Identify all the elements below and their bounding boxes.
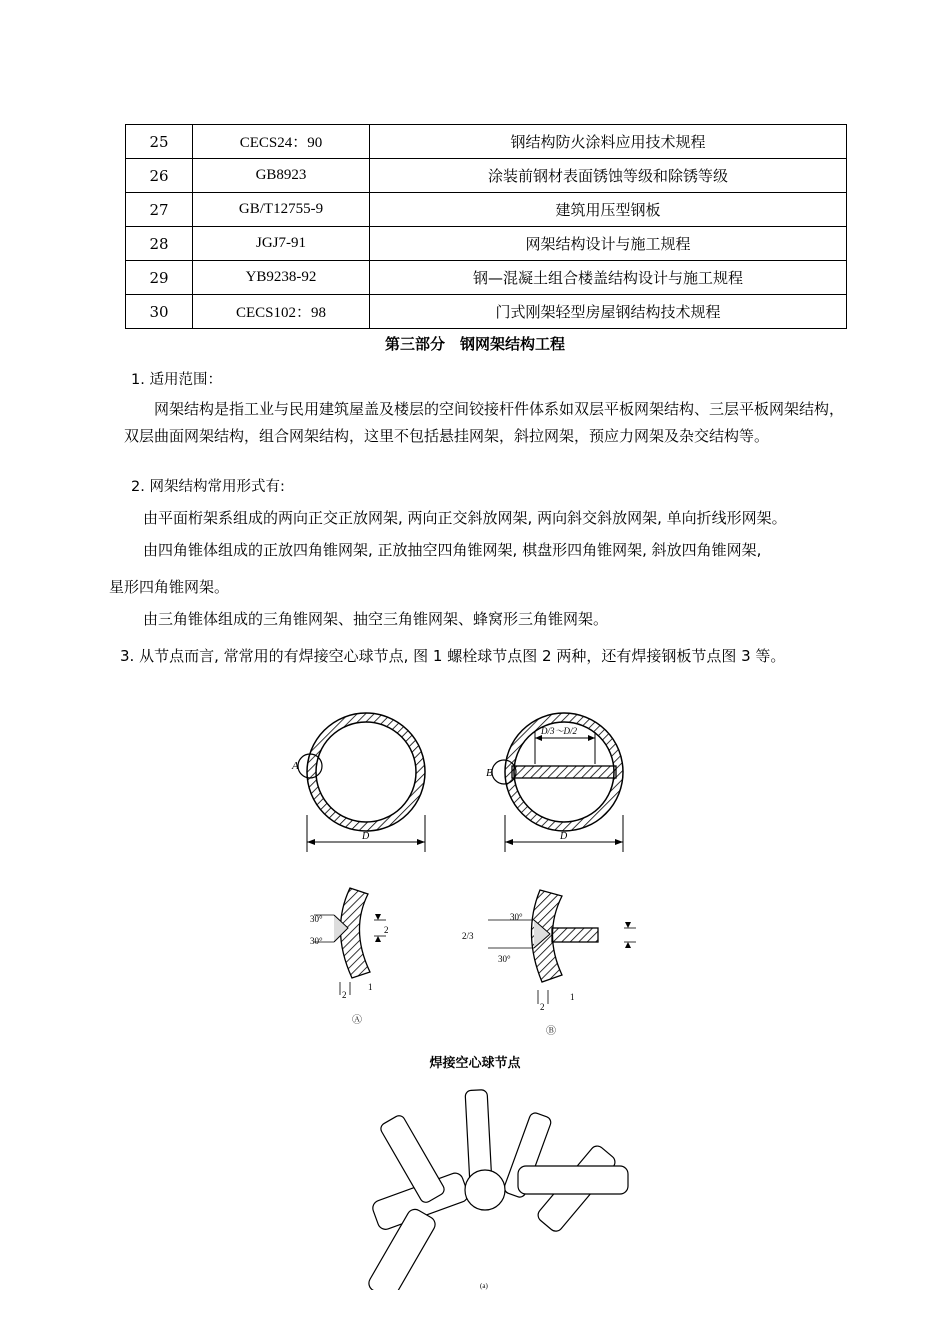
weld-detail-a (310, 888, 389, 1026)
paragraph-triangular-pyramid: 由三角锥体组成的三角锥网架、抽空三角锥网架、蜂窝形三角锥网架。 (143, 610, 609, 628)
weld-detail-b (462, 890, 636, 1037)
table-row (126, 227, 847, 261)
paragraph-square-pyramid: 由四角锥体组成的正放四角锥网架, 正放抽空四角锥网架, 棋盘形四角锥网架, 斜放四角锥网架, (143, 541, 762, 559)
dim-d-b: D (560, 831, 568, 842)
standard-name: 门式刚架轻型房屋钢结构技术规程 (370, 295, 847, 329)
paragraph-planar-truss: 由平面桁架系组成的两向正交正放网架, 两向正交斜放网架, 两向斜交斜放网架, 单向折线形网架。 (143, 509, 787, 527)
angle-b-bottom: 30° (498, 954, 511, 964)
heading-scope: 1. 适用范围： (131, 372, 222, 388)
table-row (126, 125, 847, 159)
dim-d3-d2: D/3～D/2 (541, 726, 578, 736)
standard-code: GB/T12755-9 (193, 193, 370, 227)
row-number: 26 (126, 159, 193, 193)
row-number: 28 (126, 227, 193, 261)
angle-a-top: 30° (310, 914, 323, 924)
standard-code: GB8923 (193, 159, 370, 193)
circled-b: Ⓑ (546, 1026, 556, 1037)
standard-code: YB9238-92 (193, 261, 370, 295)
sphere-b-section (486, 713, 623, 852)
paragraph-scope: 网架结构是指工业与民用建筑屋盖及楼层的空间铰接杆件体系如双层平板网架结构、三层平板网架结构，双层曲面网架结构，组合网架结构，这里不包括悬挂网架，斜拉网架，预应力网架及杂交结构等。 (124, 400, 845, 445)
dim-b-23: 2/3 (462, 931, 474, 941)
sphere-a-section (291, 713, 425, 852)
table-row (126, 261, 847, 295)
label-b: B (486, 767, 493, 779)
standard-name: 建筑用压型钢板 (370, 193, 847, 227)
stiffener-plate (512, 766, 616, 778)
welded-hollow-sphere-figure (270, 690, 670, 1290)
standard-code: CECS102：98 (193, 295, 370, 329)
heading-forms: 2. 网架结构常用形式有: (131, 479, 285, 495)
standard-name: 钢结构防火涂料应用技术规程 (370, 125, 847, 159)
standard-code: CECS24：90 (193, 125, 370, 159)
standard-name: 网架结构设计与施工规程 (370, 227, 847, 261)
label-a: A (292, 760, 299, 772)
angle-b-top: 30° (510, 912, 523, 922)
dim-a-1: 1 (368, 982, 373, 992)
table-row (126, 295, 847, 329)
angle-a-bottom: 30° (310, 936, 323, 946)
dim-b-2: 2 (540, 1002, 545, 1012)
standard-name: 涂装前钢材表面锈蚀等级和除锈等级 (370, 159, 847, 193)
dim-a-gap: 2 (342, 990, 347, 1000)
circled-a: Ⓐ (352, 1015, 362, 1026)
table-row (126, 193, 847, 227)
row-number: 29 (126, 261, 193, 295)
figure-sub-a: (a) (480, 1282, 488, 1290)
paragraph-nodes: 3. 从节点而言, 常常用的有焊接空心球节点, 图 1 螺栓球节点图 2 两种，还有焊接钢板节点图 3 等。 (120, 647, 786, 665)
dim-b-1: 1 (570, 992, 575, 1002)
standard-name: 钢—混凝土组合楼盖结构设计与施工规程 (370, 261, 847, 295)
section-title: 第三部分 钢网架结构工程 (384, 335, 565, 353)
row-number: 30 (126, 295, 193, 329)
row-number: 27 (126, 193, 193, 227)
paragraph-square-pyramid-cont: 星形四角锥网架。 (109, 578, 230, 596)
standards-table (125, 124, 847, 329)
table-row (126, 159, 847, 193)
bolted-ball-joint-sketch (366, 1090, 628, 1290)
dim-d-a: D (362, 831, 370, 842)
dim-a-2: 2 (384, 925, 389, 935)
row-number: 25 (126, 125, 193, 159)
standard-code: JGJ7-91 (193, 227, 370, 261)
figure-caption: 焊接空心球节点 (429, 1056, 521, 1071)
